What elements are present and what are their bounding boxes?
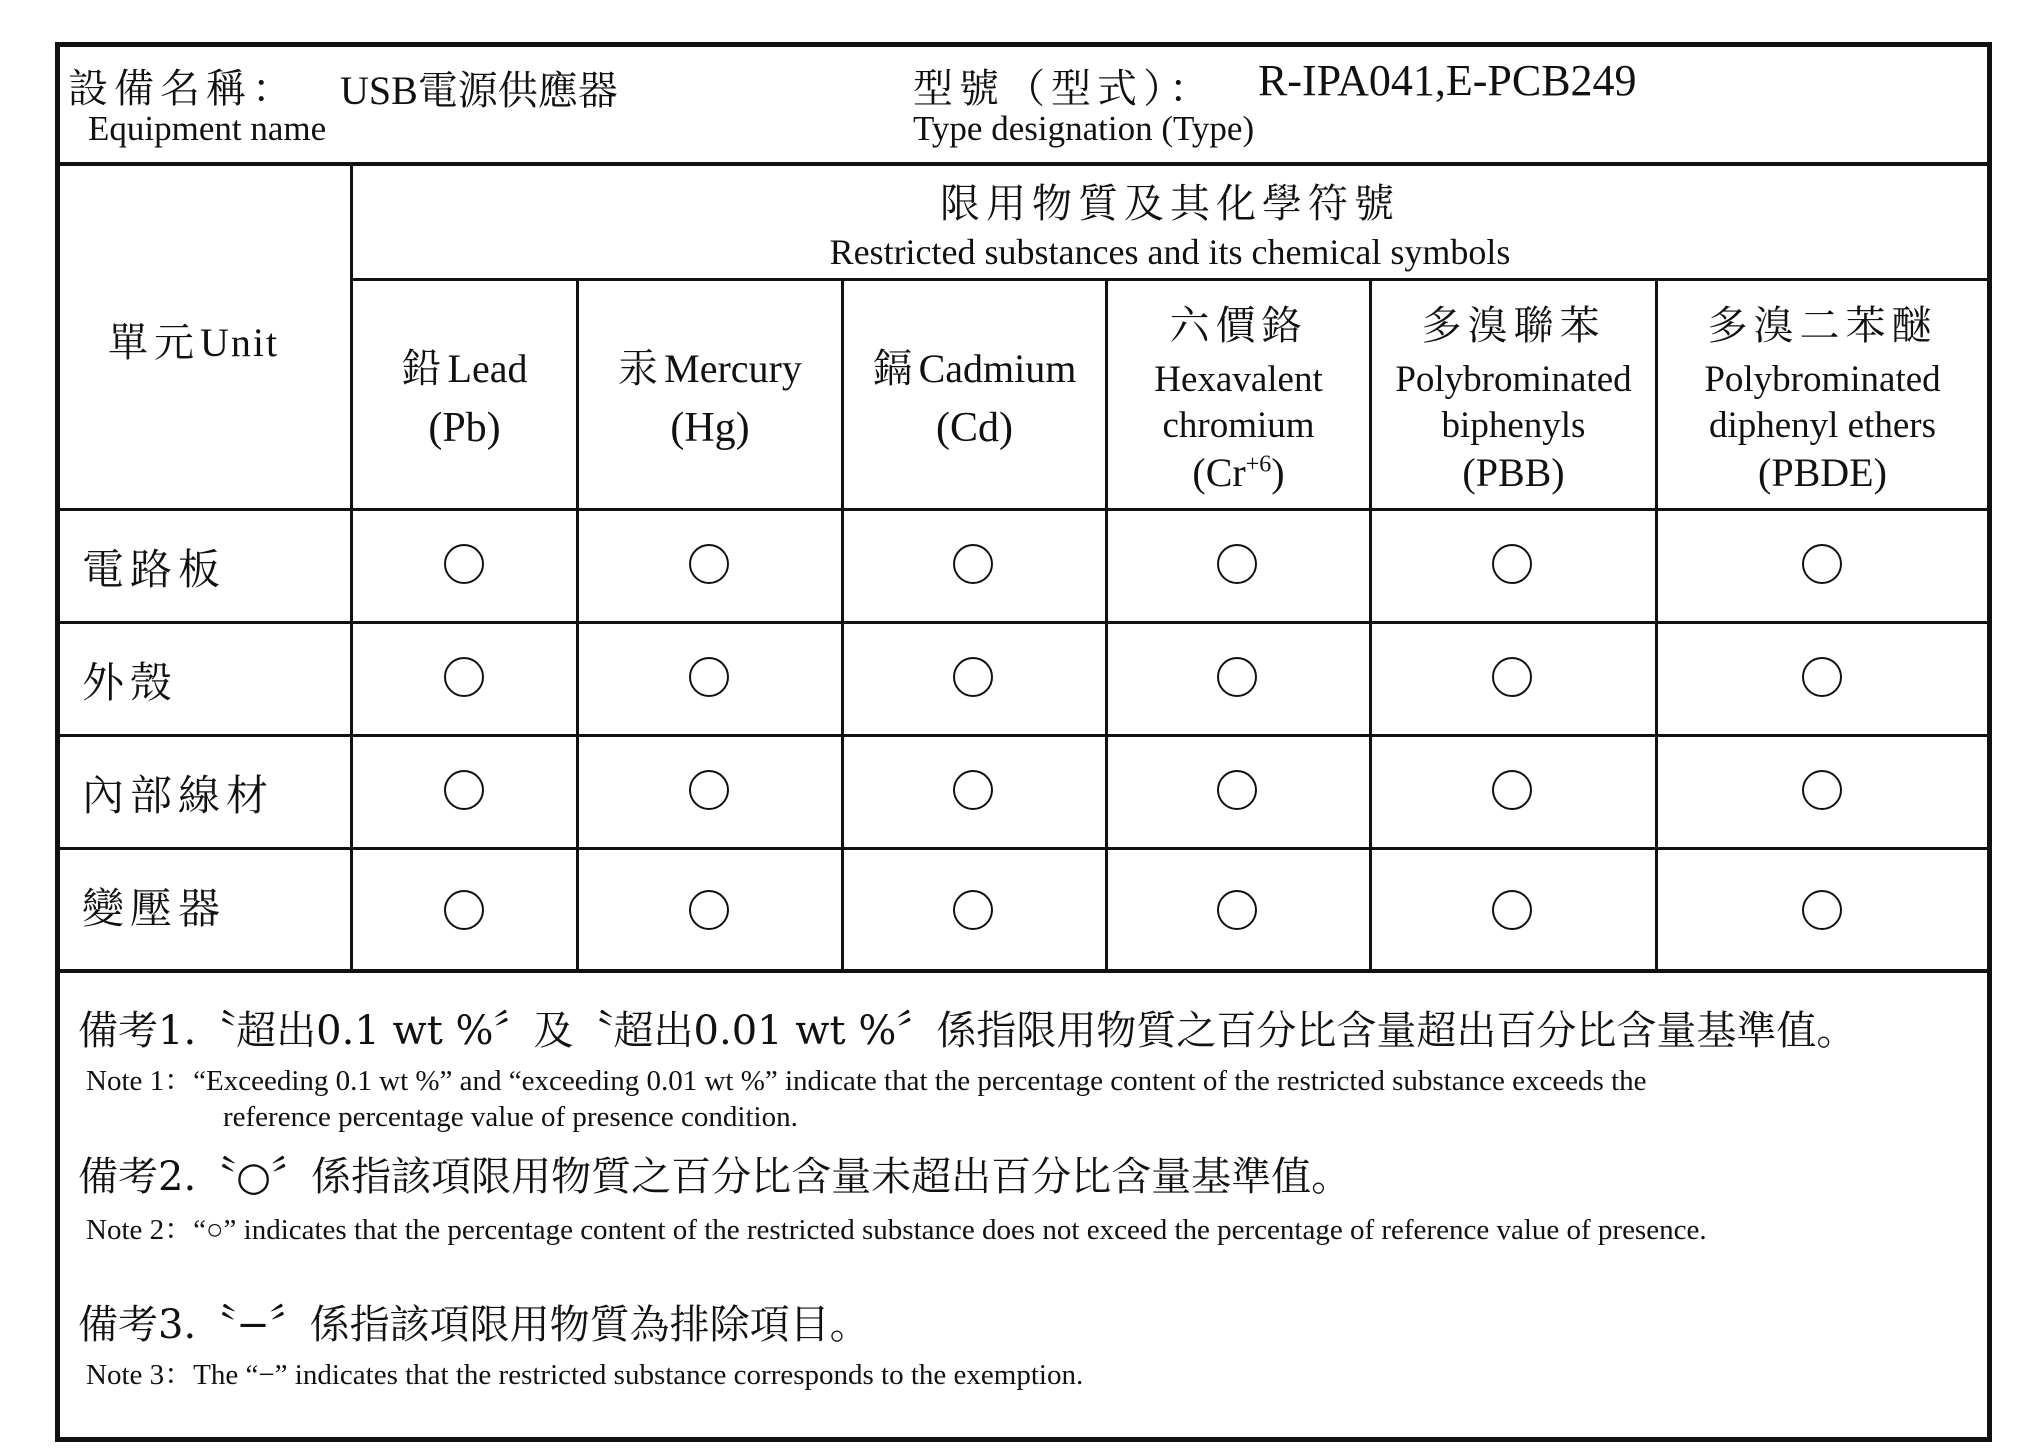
row-label-housing: 外殼 xyxy=(82,658,179,707)
column-header-mercury: 汞Mercury (Hg) xyxy=(618,346,802,451)
header-block xyxy=(60,47,1987,166)
grid-line xyxy=(60,734,1987,737)
rohs-declaration-table xyxy=(55,42,1992,1442)
compliance-mark xyxy=(1492,544,1532,584)
equipment-name-label-cn: 設備名稱： xyxy=(68,66,298,112)
column-header-cadmium: 鎘Cadmium (Cd) xyxy=(872,346,1077,451)
compliance-mark xyxy=(953,890,993,930)
compliance-mark xyxy=(689,657,729,697)
compliance-mark xyxy=(953,657,993,697)
note-3-cn: 備考3.〝−〞係指該項限用物質為排除項目。 xyxy=(78,1302,870,1348)
column-header-pbb: 多溴聯苯 Polybrominated biphenyls (PBB) xyxy=(1395,302,1632,495)
note-3-en: Note 3：The “−” indicates that the restricted substance corresponds to the exemption. xyxy=(86,1359,1084,1391)
column-header-pbde: 多溴二苯醚 Polybrominated diphenyl ethers (PBDE) xyxy=(1704,302,1941,495)
compliance-mark xyxy=(444,657,484,697)
compliance-mark xyxy=(1217,544,1257,584)
compliance-mark xyxy=(444,890,484,930)
compliance-mark xyxy=(1217,657,1257,697)
compliance-mark xyxy=(1217,890,1257,930)
equipment-name-label-en: Equipment name xyxy=(88,109,327,148)
compliance-mark xyxy=(1492,770,1532,810)
type-designation-label-en: Type designation (Type) xyxy=(913,109,1255,148)
compliance-mark xyxy=(1492,890,1532,930)
type-designation-value: R-IPA041,E-PCB249 xyxy=(1258,56,1637,105)
compliance-mark xyxy=(444,544,484,584)
note-2-cn: 備考2.〝○〞係指該項限用物質之百分比含量未超出百分比含量基準值。 xyxy=(78,1154,1352,1200)
grid-line xyxy=(60,969,1987,973)
row-label-transformer: 變壓器 xyxy=(82,884,227,933)
compliance-mark xyxy=(1802,657,1842,697)
restricted-substances-title: 限用物質及其化學符號 Restricted substances and its chemical symbols xyxy=(829,180,1511,272)
compliance-mark xyxy=(689,890,729,930)
compliance-mark xyxy=(953,770,993,810)
row-label-internal-wiring: 內部線材 xyxy=(82,771,275,820)
equipment-name-value: USB電源供應器 xyxy=(340,68,618,113)
compliance-mark xyxy=(689,544,729,584)
compliance-mark xyxy=(1802,890,1842,930)
note-1-en-continued: reference percentage value of presence condition. xyxy=(223,1101,798,1133)
type-designation-label-cn: 型號（型式）： xyxy=(913,66,1215,112)
compliance-mark xyxy=(444,770,484,810)
compliance-mark xyxy=(1802,544,1842,584)
grid-line xyxy=(60,847,1987,850)
chromium-symbol: $(Cr^{+6})$ xyxy=(1192,449,1285,495)
column-header-lead: 鉛Lead (Pb) xyxy=(401,346,528,451)
compliance-mark xyxy=(1217,770,1257,810)
row-label-circuit-board: 電路板 xyxy=(82,545,227,594)
note-2-en: Note 2：“○” indicates that the percentage content of the restricted substance does not exceed the percentage of reference value of presence. xyxy=(86,1214,1707,1246)
compliance-mark xyxy=(1802,770,1842,810)
compliance-mark xyxy=(1492,657,1532,697)
note-1-cn: 備考1.〝超出0.1 wt %〞及〝超出0.01 wt %〞係指限用物質之百分比含量超出百分比含量基準值。 xyxy=(78,1008,1857,1054)
grid-line xyxy=(60,621,1987,624)
unit-header: 單元Unit xyxy=(108,320,280,366)
compliance-mark xyxy=(689,770,729,810)
compliance-mark xyxy=(953,544,993,584)
grid-line xyxy=(60,508,1987,511)
note-1-en: Note 1：“Exceeding 0.1 wt %” and “exceeding 0.01 wt %” indicate that the percentage content of the restricted substance exceeds the xyxy=(86,1065,1647,1097)
column-header-hexavalent-chromium: 六價鉻 Hexavalent chromium $(Cr^{+6})$ xyxy=(1154,302,1323,495)
